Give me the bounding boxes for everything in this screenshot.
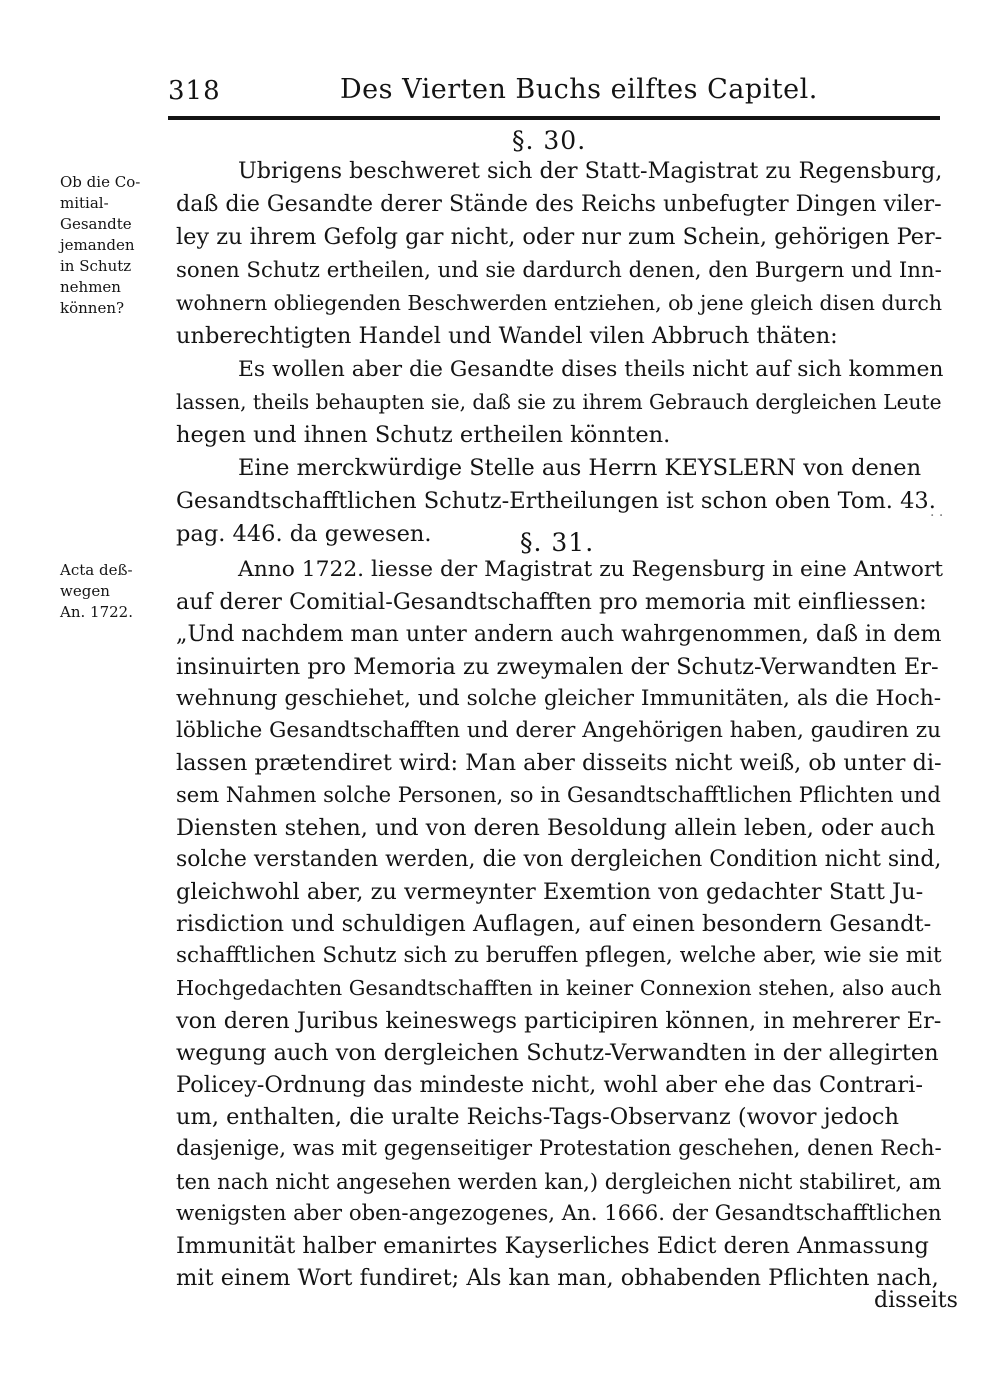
- text-line: Es wollen aber die Gesandte dises theils nicht auf sich kommen: [238, 357, 944, 382]
- text-line: Diensten stehen, und von deren Besoldung allein leben, oder auch: [176, 814, 936, 841]
- text-line: insinuirten pro Memoria zu zweymalen der Schutz-Verwandten Er-: [176, 653, 939, 680]
- text-line: wohnern obliegenden Beschwerden entziehen, ob jene gleich disen durch: [176, 291, 942, 315]
- text-line: löbliche Gesandtschafften und derer Angehörigen haben, gaudiren zu: [176, 717, 942, 743]
- margin-note-section-30: [60, 172, 166, 319]
- margin-note-line: jemanden: [60, 236, 135, 254]
- margin-note-line: Ob die Co-: [60, 173, 141, 191]
- margin-note-line: nehmen: [60, 278, 121, 296]
- text-line: sonen Schutz ertheilen, und sie dardurch denen, den Burgern und Inn-: [176, 258, 942, 283]
- section-31-heading: §. 31.: [520, 528, 595, 557]
- catchword: disseits: [874, 1288, 958, 1313]
- margin-note-line: Gesandte: [60, 215, 132, 233]
- section-30-paragraph-2: [176, 353, 942, 551]
- text-line: wehnung geschiehet, und solche gleicher Immunitäten, als die Hoch-: [176, 685, 942, 711]
- text-line: lassen, theils behaupten sie, daß sie zu ihrem Gebrauch dergleichen Leute: [176, 390, 942, 414]
- margin-note-line: können?: [60, 299, 125, 317]
- text-line: Gesandtschafftlichen Schutz-Ertheilungen ist schon oben Tom. 43.: [176, 488, 936, 514]
- text-line: Policey-Ordnung das mindeste nicht, wohl aber ehe das Contrari-: [176, 1072, 923, 1098]
- page-number: 318: [168, 76, 221, 106]
- text-line: gleichwohl aber, zu vermeynter Exemtion von gedachter Statt Ju-: [176, 878, 924, 905]
- text-line: Ubrigens beschweret sich der Statt-Magistrat zu Regensburg,: [238, 158, 943, 184]
- text-line: ley zu ihrem Gefolg gar nicht, oder nur zum Schein, gehörigen Per-: [176, 224, 943, 250]
- text-line: dasjenige, was mit gegenseitiger Protestation geschehen, denen Rech-: [176, 1136, 942, 1162]
- text-line: auf derer Comitial-Gesandtschafften pro memoria mit einfliessen:: [176, 589, 927, 616]
- text-line: Eine merckwürdige Stelle aus Herrn KEYSLERN von denen: [238, 455, 922, 481]
- text-line: hegen und ihnen Schutz ertheilen könnten.: [176, 422, 671, 448]
- running-head: [168, 72, 948, 112]
- text-line: Immunität halber emanirtes Kayserliches Edict deren Anmassung: [176, 1232, 929, 1259]
- text-line: ten nach nicht angesehen werden kan,) dergleichen nicht stabiliret, am: [176, 1168, 942, 1194]
- text-line: sem Nahmen solche Personen, so in Gesandtschafftlichen Pflichten und: [176, 782, 941, 808]
- running-title: Des Vierten Buchs eilftes Capitel.: [340, 74, 818, 105]
- text-line: wegung auch von dergleichen Schutz-Verwandten in der allegirten: [176, 1039, 939, 1066]
- margin-note-line: Acta deß-: [60, 561, 133, 579]
- text-line: Hochgedachten Gesandtschafften in keiner Connexion stehen, also auch: [176, 976, 942, 1001]
- text-line: unberechtigten Handel und Wandel vilen Abbruch thäten:: [176, 323, 838, 349]
- section-30-heading: §. 30.: [512, 126, 587, 155]
- print-speck: · ·: [930, 508, 944, 524]
- text-line: solche verstanden werden, die von dergleichen Condition nicht sind,: [176, 846, 942, 872]
- text-line: „Und nachdem man unter andern auch wahrgenommen, daß in dem: [176, 621, 942, 648]
- text-line: wenigsten aber oben-angezogenes, An. 1666. der Gesandtschafftlichen: [176, 1200, 942, 1226]
- section-31-paragraph: [176, 554, 942, 1294]
- text-line: von deren Juribus keineswegs participiren können, in mehrerer Er-: [176, 1007, 942, 1034]
- text-line: mit einem Wort fundiret; Als kan man, obhabenden Pflichten nach,: [176, 1265, 939, 1292]
- section-30-paragraph-1: [176, 155, 942, 353]
- header-rule: [168, 116, 940, 120]
- margin-note-section-31: [60, 560, 166, 623]
- margin-note-line: in Schutz: [60, 257, 132, 275]
- text-line: risdiction und schuldigen Auflagen, auf einen besondern Gesandt-: [176, 911, 932, 938]
- text-line: daß die Gesandte derer Stände des Reichs unbefugter Dingen viler-: [176, 191, 942, 217]
- text-line: schafftlichen Schutz sich zu beruffen pflegen, welche aber, wie sie mit: [176, 943, 942, 969]
- margin-note-line: mitial-: [60, 194, 109, 212]
- margin-note-line: An. 1722.: [60, 603, 133, 621]
- text-line: pag. 446. da gewesen.: [176, 521, 432, 547]
- text-line: Anno 1722. liesse der Magistrat zu Regensburg in eine Antwort: [238, 557, 944, 582]
- text-line: lassen prætendiret wird: Man aber disseits nicht weiß, ob unter di-: [176, 750, 942, 777]
- text-line: um, enthalten, die uralte Reichs-Tags-Observanz (wovor jedoch: [176, 1104, 899, 1131]
- margin-note-line: wegen: [60, 582, 110, 600]
